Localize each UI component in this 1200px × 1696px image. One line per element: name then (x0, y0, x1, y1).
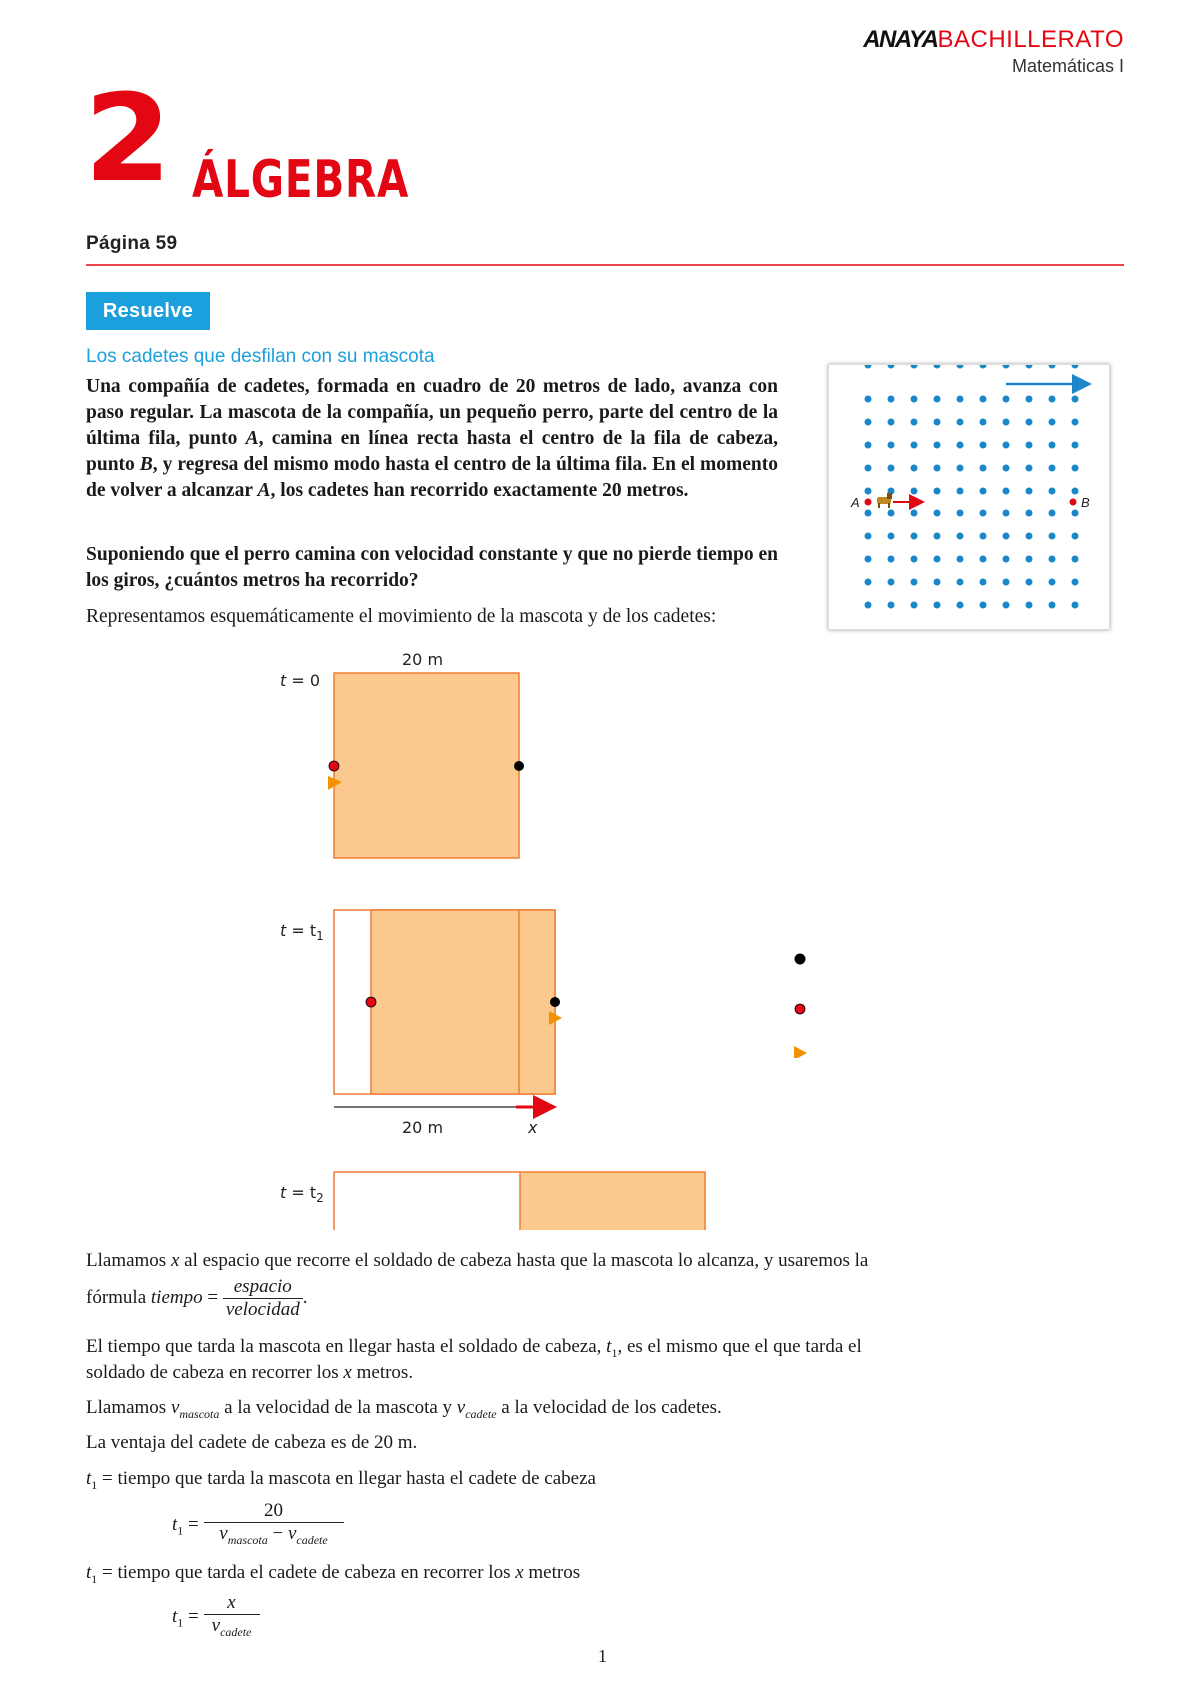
text: metros. (351, 1362, 414, 1383)
equation-2-fraction (204, 1592, 260, 1643)
text: Llamamos (86, 1397, 171, 1418)
cadet-grid-illustration (829, 365, 1109, 629)
text: . (302, 1286, 308, 1308)
text: = tiempo que tarda la mascota en llegar hasta el cadete de cabeza (97, 1468, 596, 1489)
representation-intro: Representamos esquemáticamente el movimiento de la mascota y de los cadetes: (86, 606, 717, 627)
fraction-numerator: x (204, 1592, 260, 1615)
text: , es el mismo que el que tarda el (617, 1336, 862, 1357)
red-dot-rear (329, 761, 339, 771)
equals: = (183, 1605, 204, 1627)
diagram-legend (790, 948, 820, 1058)
var-x: x (170, 1250, 180, 1271)
text: a la velocidad de la mascota y (219, 1397, 457, 1418)
width-label-t1: 20 m (402, 1118, 444, 1137)
page-number: 1 (598, 1646, 607, 1666)
subscript: 1 (91, 1571, 98, 1586)
problem-question: Suponiendo que el perro camina con velocidad constante y que no pierde tiempo en los giros, ¿cuántos metros ha recorrido? (86, 544, 778, 591)
dog-icon (877, 493, 892, 508)
publisher-brand (863, 26, 1124, 77)
t-value: = t (291, 1183, 317, 1202)
equation-1 (172, 1500, 572, 1551)
var-x: x (515, 1562, 524, 1583)
subscript: cadete (465, 1406, 497, 1421)
text: metros (523, 1562, 581, 1583)
solution-line-5 (86, 1395, 1006, 1427)
point-a-marker (865, 499, 872, 506)
point-b-marker (1070, 499, 1077, 506)
point-a-ref: A (257, 480, 271, 501)
equation-1-fraction (204, 1500, 344, 1551)
text: fórmula (86, 1286, 151, 1308)
fraction-numerator: espacio (223, 1276, 303, 1299)
text: = tiempo que tarda el cadete de cabeza en recorrer los (97, 1562, 516, 1583)
time-formula-fraction (223, 1276, 303, 1321)
legend-red-dot (795, 1004, 805, 1014)
var-v: v (219, 1523, 228, 1544)
width-label-t0: 20 m (402, 650, 444, 669)
var-v: v (287, 1523, 297, 1544)
t-symbol: t (280, 1183, 287, 1202)
var-tiempo: tiempo (150, 1286, 203, 1308)
subscript: 1 (177, 1615, 184, 1630)
page-label: Página 59 (86, 233, 178, 254)
solution-line-2 (86, 1276, 1006, 1321)
solution-line-8 (86, 1560, 1006, 1592)
text: a la velocidad de los cadetes. (496, 1397, 722, 1418)
point-b-label: B (1081, 495, 1090, 510)
diagram-t1 (326, 906, 566, 1126)
solution-line-7 (86, 1466, 1006, 1498)
problem-statement (86, 374, 778, 504)
cadet-square (334, 673, 519, 858)
var-t: t (172, 1513, 178, 1535)
subscript: 1 (91, 1477, 98, 1492)
solution-line-1 (86, 1248, 1006, 1274)
var-x: x (343, 1362, 352, 1383)
subscript: mascota (227, 1532, 268, 1547)
t-subscript: 1 (316, 929, 324, 944)
diagram-t2 (326, 1170, 716, 1230)
subscript: mascota (179, 1406, 220, 1421)
equals: = (183, 1513, 204, 1535)
brand-bachillerato: BACHILLERATO (937, 26, 1124, 53)
subscript: 1 (611, 1345, 618, 1360)
point-a-label: A (851, 495, 860, 510)
label-t2 (280, 1183, 324, 1205)
point-b-ref: B (139, 454, 153, 475)
solution-line-4 (86, 1360, 1006, 1386)
var-t: t (86, 1468, 92, 1489)
subscript: cadete (220, 1624, 252, 1639)
t-symbol: t (280, 921, 287, 940)
var-v: v (170, 1397, 180, 1418)
minus: − (267, 1523, 288, 1544)
statement-text: Una compañía de cadetes, formada en cuadro de 20 metros de lado, avanza con paso regular. La mascota de la compañía, un pequeño perro, parte del centro de la última fila, punto (86, 376, 778, 449)
text: El tiempo que tarda la mascota en llegar hasta el soldado de cabeza, (86, 1336, 607, 1357)
label-t1 (280, 921, 324, 943)
brand-anaya: ANAYA (863, 26, 938, 53)
text: soldado de cabeza en recorrer los (86, 1362, 344, 1383)
legend-black-dot (795, 954, 806, 965)
text: al espacio que recorre el soldado de cabeza hasta que la mascota lo alcanza, y usaremos la (179, 1250, 869, 1271)
equals: = (202, 1286, 223, 1308)
var-v: v (456, 1397, 466, 1418)
chapter-title: ÁLGEBRA (192, 150, 410, 210)
statement-text: , los cadetes han recorrido exactamente 20 metros. (270, 480, 689, 501)
black-dot-front (514, 761, 524, 771)
statement-text: , camina en línea recta hasta el centro de la fila de cabeza, punto (86, 428, 778, 475)
var-t: t (86, 1562, 92, 1583)
cadet-square-moved (371, 910, 555, 1094)
fraction-denominator (204, 1523, 344, 1551)
cadet-square-t2 (520, 1172, 705, 1230)
solution-line-6: La ventaja del cadete de cabeza es de 20 m. (86, 1432, 418, 1453)
t-symbol: t (280, 671, 287, 690)
t-subscript: 2 (316, 1191, 324, 1206)
var-v: v (211, 1615, 221, 1636)
cadet-dots (865, 365, 1079, 609)
fraction-denominator (204, 1615, 260, 1643)
subscript: 1 (177, 1523, 184, 1538)
t-value: = t (291, 921, 317, 940)
x-label-t1: x (528, 1118, 538, 1137)
resuelve-badge: Resuelve (86, 292, 210, 330)
t-value: = 0 (291, 671, 321, 690)
header-divider (86, 264, 1124, 266)
red-dot-rear (366, 997, 376, 1007)
label-t0 (280, 671, 320, 690)
black-dot-front (550, 997, 560, 1007)
problem-title: Los cadetes que desfilan con su mascota (86, 346, 435, 367)
legend-orange-triangle (794, 1046, 807, 1058)
var-t: t (172, 1605, 178, 1627)
point-a-ref: A (245, 428, 259, 449)
var-t: t (606, 1336, 612, 1357)
subject-label: Matemáticas I (1011, 56, 1124, 76)
chapter-number: 2 (84, 70, 168, 209)
cadet-grid-figure (828, 364, 1110, 630)
subscript: cadete (296, 1532, 328, 1547)
diagram-t0 (326, 666, 526, 866)
fraction-numerator: 20 (204, 1500, 344, 1523)
equation-2 (172, 1592, 472, 1643)
statement-text: , y regresa del mismo modo hasta el centro de la última fila. En el momento de volver a alcanzar (86, 454, 778, 501)
text: Llamamos (86, 1250, 171, 1271)
fraction-denominator: velocidad (225, 1299, 300, 1320)
